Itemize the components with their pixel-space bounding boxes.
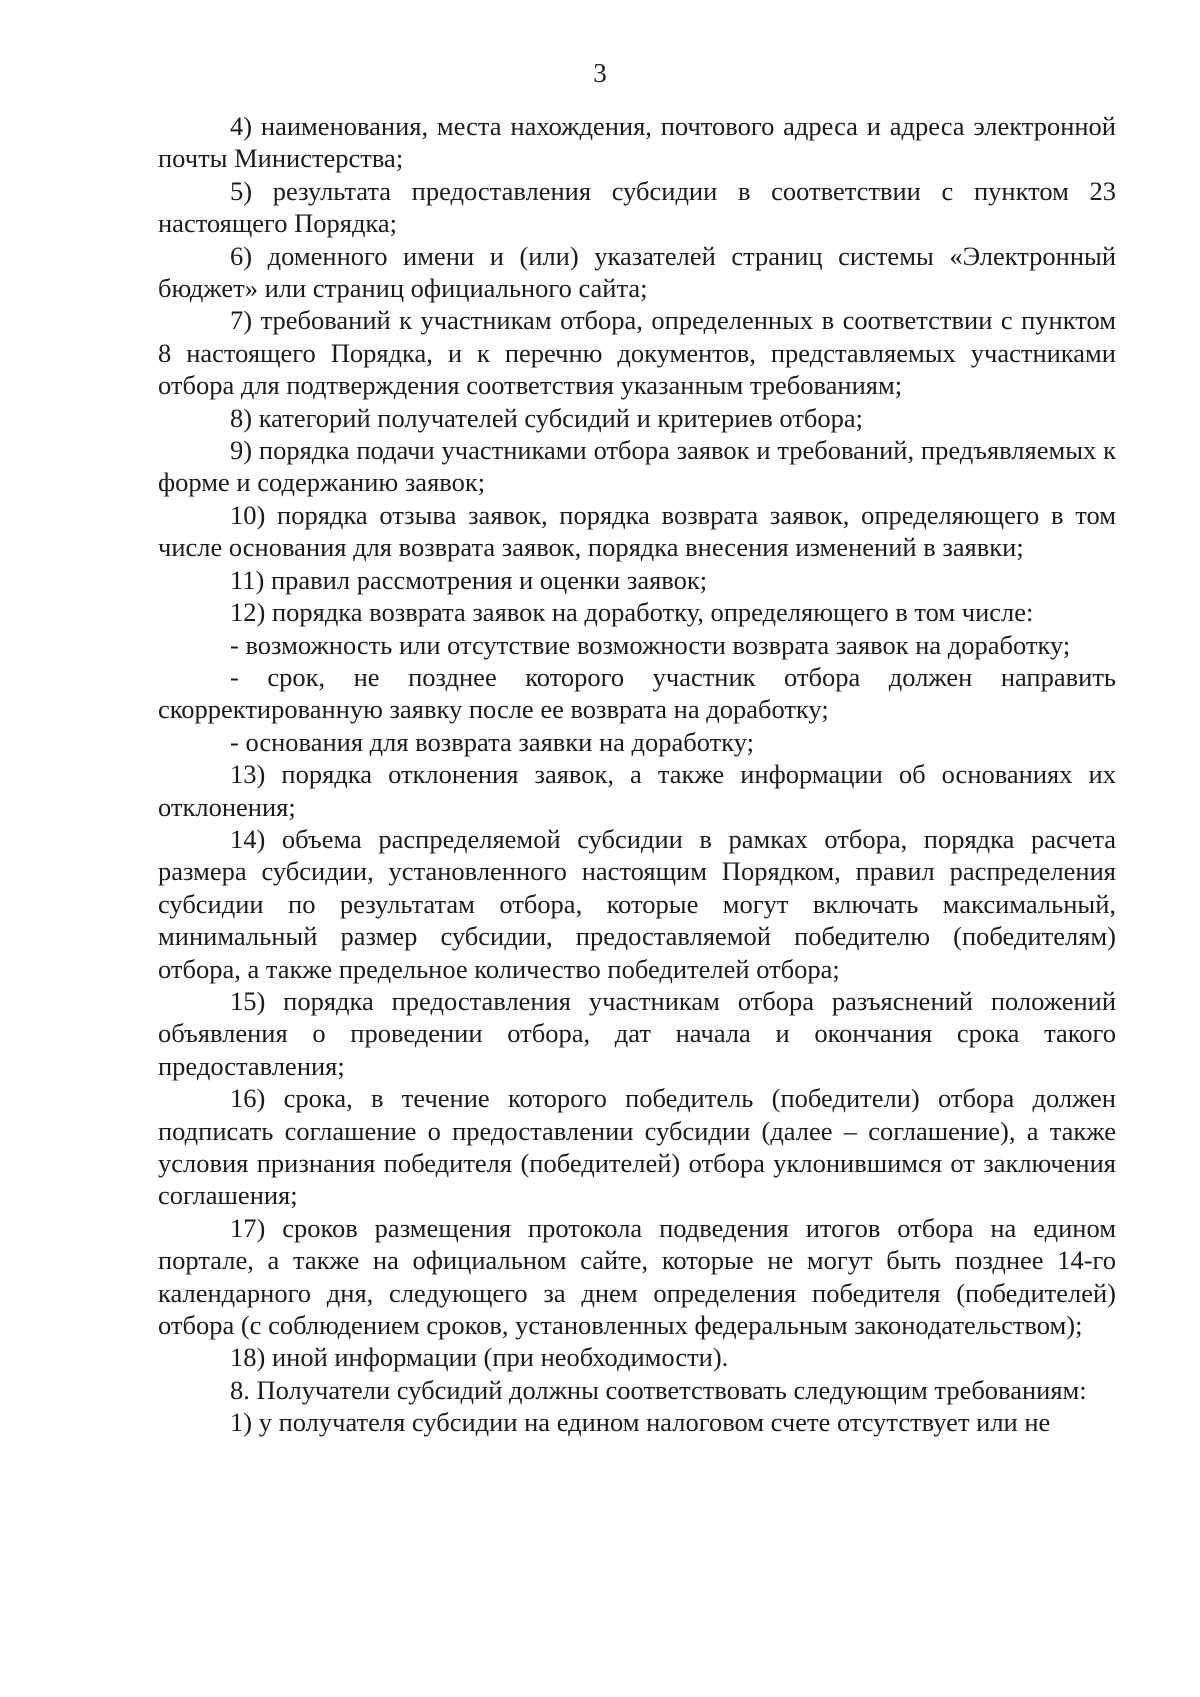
paragraph-item-17: 17) сроков размещения протокола подведения итогов отбора на едином портале, а также на официальном сайте, которые не могут быть позднее 14-го календарного дня, следующего за днем определения победителя (победителей) отбора (с соблюдением сроков, установленных федеральным законодательством); (158, 1212, 1116, 1341)
paragraph-item-18: 18) иной информации (при необходимости). (230, 1342, 729, 1373)
section-8-item-1: 1) у получателя субсидии на едином налоговом счете отсутствует или не (230, 1407, 1051, 1438)
paragraph-item-7: 7) требований к участникам отбора, определенных в соответствии с пунктом 8 настоящего Порядка, и к перечню документов, представляемых участниками отбора для подтверждения соответствия указанным требованиям; (158, 305, 1116, 401)
paragraph-item-5: 5) результата предоставления субсидии в соответствии с пунктом 23 настоящего Порядка; (158, 175, 1116, 239)
paragraph-item-11: 11) правил рассмотрения и оценки заявок; (230, 564, 708, 595)
paragraph-item-13: 13) порядка отклонения заявок, а также информации об основаниях их отклонения; (158, 759, 1116, 822)
paragraph-subitem-grounds: - основания для возврата заявки на доработку; (230, 726, 755, 757)
paragraph-item-15: 15) порядка предоставления участникам отбора разъяснений положений объявления о проведении отбора, дат начала и окончания срока такого предоставления; (158, 985, 1116, 1081)
paragraph-item-9: 9) порядка подачи участниками отбора заявок и требований, предъявляемых к форме и содержанию заявок; (158, 435, 1116, 498)
paragraph-item-16: 16) срока, в течение которого победитель (победители) отбора должен подписать соглашение о предоставлении субсидии (далее – соглашение), а также условия признания победителя (победителей) отбора уклонившимся от заключения соглашения; (158, 1083, 1116, 1211)
paragraph-item-14: 14) объема распределяемой субсидии в рамках отбора, порядка расчета размера субсидии, установленного настоящим Порядком, правил распределения субсидии по результатам отбора, которые могут включать максимальный, минимальный размер субсидии, предоставляемой победителю (победителям) отбора, а также предельное количество победителей отбора; (158, 823, 1116, 984)
section-8-heading: 8. Получатели субсидий должны соответствовать следующим требованиям: (230, 1374, 1087, 1405)
document-body (158, 110, 1116, 1439)
paragraph-item-12: 12) порядка возврата заявок на доработку, определяющего в том числе: (230, 597, 1034, 628)
paragraph-subitem-possibility: - возможность или отсутствие возможности возврата заявок на доработку; (230, 629, 1071, 660)
paragraph-item-4: 4) наименования, места нахождения, почтового адреса и адреса электронной почты Министерства; (158, 111, 1116, 174)
paragraph-item-10: 10) порядка отзыва заявок, порядка возврата заявок, определяющего в том числе основания для возврата заявок, порядка внесения изменений в заявки; (158, 499, 1116, 563)
paragraph-item-8: 8) категорий получателей субсидий и критериев отбора; (230, 402, 863, 433)
page-number: 3 (593, 58, 607, 88)
paragraph-item-6: 6) доменного имени и (или) указателей страниц системы «Электронный бюджет» или страниц официального сайта; (158, 240, 1116, 304)
paragraph-subitem-deadline: - срок, не позднее которого участник отбора должен направить скорректированную заявку после ее возврата на доработку; (158, 661, 1116, 725)
